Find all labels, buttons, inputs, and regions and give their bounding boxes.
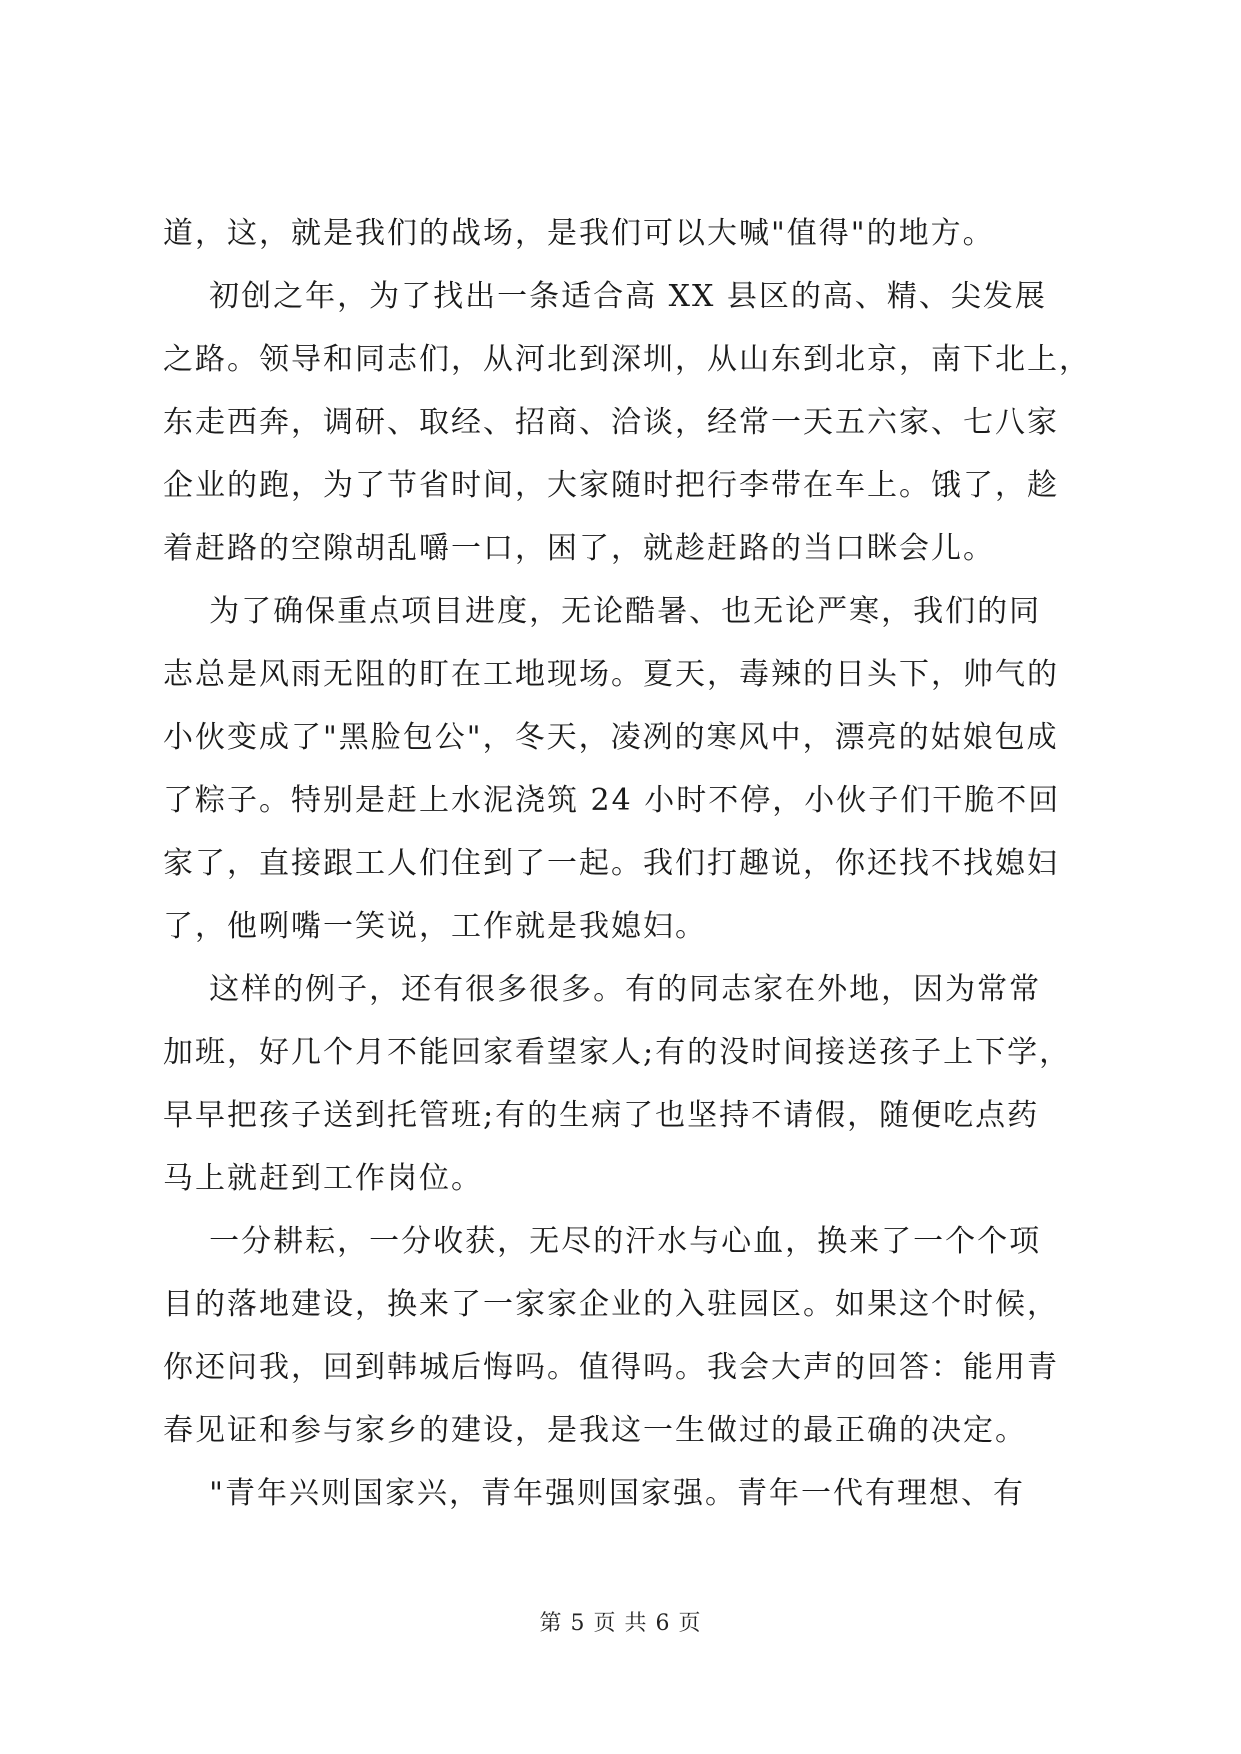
text-line: 春见证和参与家乡的建设，是我这一生做过的最正确的决定。 <box>163 1413 1027 1448</box>
text-line: 志总是风雨无阻的盯在工地现场。夏天，毒辣的日头下，帅气的 <box>163 657 1059 692</box>
text-line: 企业的跑，为了节省时间，大家随时把行李带在车上。饿了，趁 <box>163 468 1059 503</box>
text-line: 初创之年，为了找出一条适合高 XX 县区的高、精、尖发展 <box>163 279 1047 314</box>
page-footer: 第 5 页 共 6 页 <box>539 1611 702 1636</box>
text-line: 了粽子。特别是赶上水泥浇筑 24 小时不停，小伙子们干脆不回 <box>163 783 1061 818</box>
text-line: 目的落地建设，换来了一家家企业的入驻园区。如果这个时候， <box>163 1287 1059 1322</box>
text-line: 早早把孩子送到托管班;有的生病了也坚持不请假，随便吃点药 <box>163 1098 1040 1133</box>
text-line: 这样的例子，还有很多很多。有的同志家在外地，因为常常 <box>163 972 1042 1007</box>
text-line: 马上就赶到工作岗位。 <box>163 1161 483 1196</box>
text-line: 一分耕耘，一分收获，无尽的汗水与心血，换来了一个个项 <box>163 1224 1042 1259</box>
text-line: 你还问我，回到韩城后悔吗。值得吗。我会大声的回答：能用青 <box>163 1350 1059 1385</box>
text-line: 小伙变成了"黑脸包公"，冬天，凌冽的寒风中，漂亮的姑娘包成 <box>163 720 1059 755</box>
document-body <box>163 202 1091 1525</box>
text-line: 加班，好几个月不能回家看望家人;有的没时间接送孩子上下学， <box>163 1035 1072 1070</box>
text-line: 为了确保重点项目进度，无论酷暑、也无论严寒，我们的同 <box>163 594 1042 629</box>
text-line: 了，他咧嘴一笑说，工作就是我媳妇。 <box>163 909 707 944</box>
text-line: 家了，直接跟工人们住到了一起。我们打趣说，你还找不找媳妇 <box>163 846 1059 881</box>
text-line: 东走西奔，调研、取经、招商、洽谈，经常一天五六家、七八家 <box>163 405 1059 440</box>
text-line: "青年兴则国家兴，青年强则国家强。青年一代有理想、有 <box>163 1476 1025 1511</box>
text-line: 道，这，就是我们的战场，是我们可以大喊"值得"的地方。 <box>163 216 995 251</box>
text-line: 着赶路的空隙胡乱嚼一口，困了，就趁赶路的当口眯会儿。 <box>163 531 995 566</box>
text-line: 之路。领导和同志们，从河北到深圳，从山东到北京，南下北上， <box>163 342 1091 377</box>
